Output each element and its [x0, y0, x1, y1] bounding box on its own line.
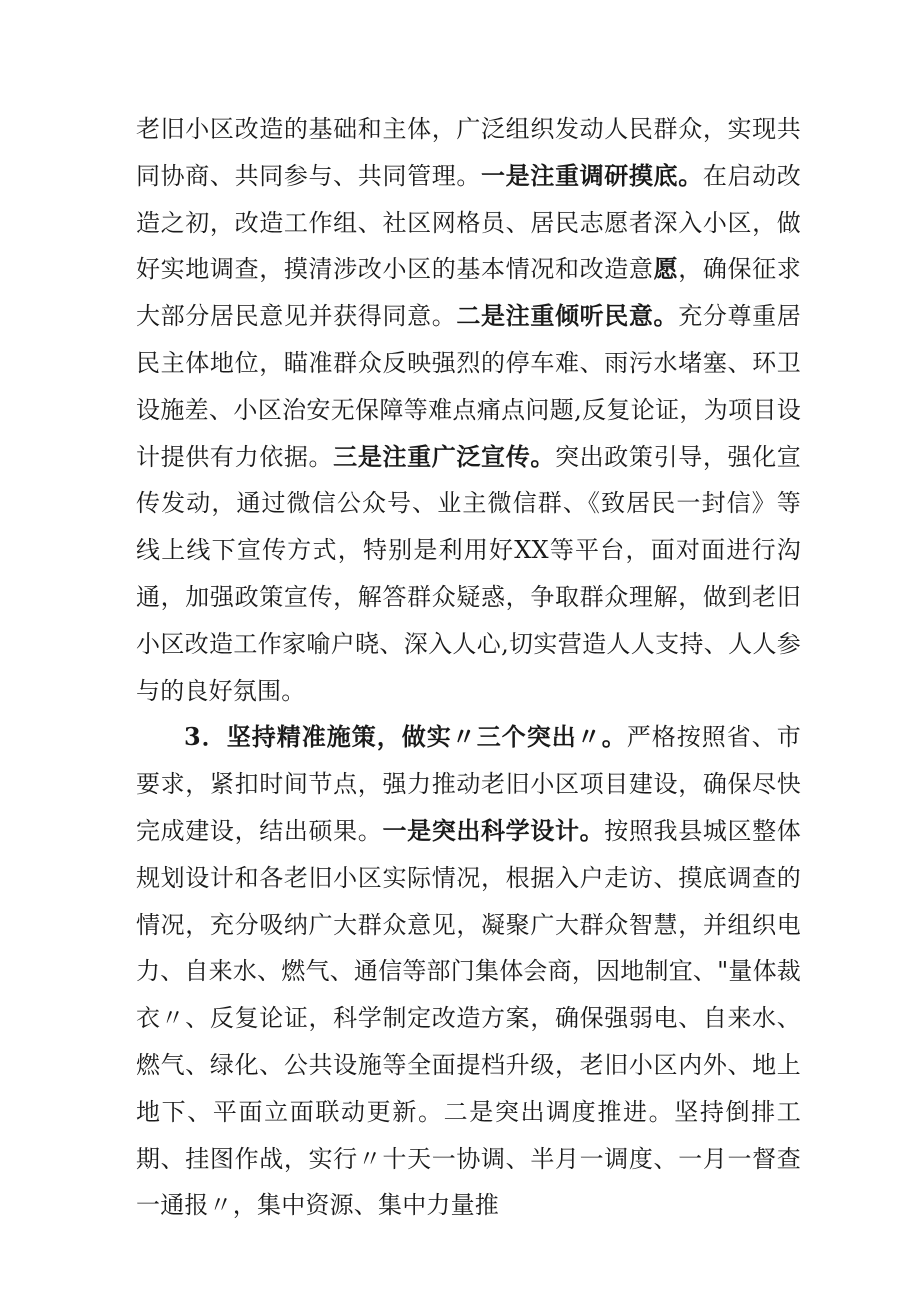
text-segment: 充分尊重居民主体地位，瞄准群众反映强烈的停车难、雨污水堵塞、环卫设施差、小区治安无保障等难点痛点问题,反复论证，为项目设计提供有力依据。 [136, 302, 801, 471]
section-heading-3: 3．坚持精准施策，做实〃三个突出〃。 [184, 722, 627, 752]
bold-char: 愿 [653, 254, 679, 284]
bold-heading-publicity: 三是注重广泛宣传。 [333, 441, 555, 471]
document-body [136, 106, 801, 1229]
text-segment: 在启动改造之初，改造工作组、社区网格员、居民志愿者深入小区，做好实地调查，摸清涉改小区的基本情况和改造意 [136, 161, 801, 284]
text-segment: 严格按照省、市要求，紧扣时间节点，强力推动老旧小区项目建设，确保尽快完成建设，结出硕果。 [136, 723, 801, 845]
text-segment: ，确保征求大部分居民意见并获得同意。 [136, 255, 802, 331]
text-segment: 老旧小区改造的基础和主体，广泛组织发动人民群众，实现共同协商、共同参与、共同管理。 [136, 115, 801, 190]
text-segment: 按照我县城区整体规划设计和各老旧小区实际情况，根据入户走访、摸底调查的情况，充分吸纳广大群众意见，凝聚广大群众智慧，并组织电力、自来水、燃气、通信等部门集体会商，因地制宜、"量体裁衣〃、反复论证，科学制定改造方案，确保强弱电、自来水、燃气、绿化、公共设施等全面提档升级，老旧小区内外、地上地下、平面立面联动更新。二是突出调度推进。坚持倒排工期、挂图作战，实行〃十天一协调、半月一调度、一月一督查一通报〃，集中资源、集中力量推 [136, 816, 801, 1220]
paragraph-2 [136, 714, 801, 1229]
bold-heading-survey: 一是注重调研摸底。 [481, 160, 703, 190]
bold-heading-design: 一是突出科学设计。 [382, 815, 605, 845]
bold-heading-listen: 二是注重倾听民意。 [456, 301, 679, 331]
text-segment: 突出政策引导，强化宣传发动，通过微信公众号、业主微信群、《致居民一封信》等线上线下宣传方式，特别是利用好XX等平台，面对面进行沟通，加强政策宣传，解答群众疑惑，争取群众理解，做到老旧小区改造工作家喻户晓、深入人心,切实营造人人支持、人人参与的良好氛围。 [136, 442, 801, 705]
paragraph-1 [136, 106, 801, 714]
